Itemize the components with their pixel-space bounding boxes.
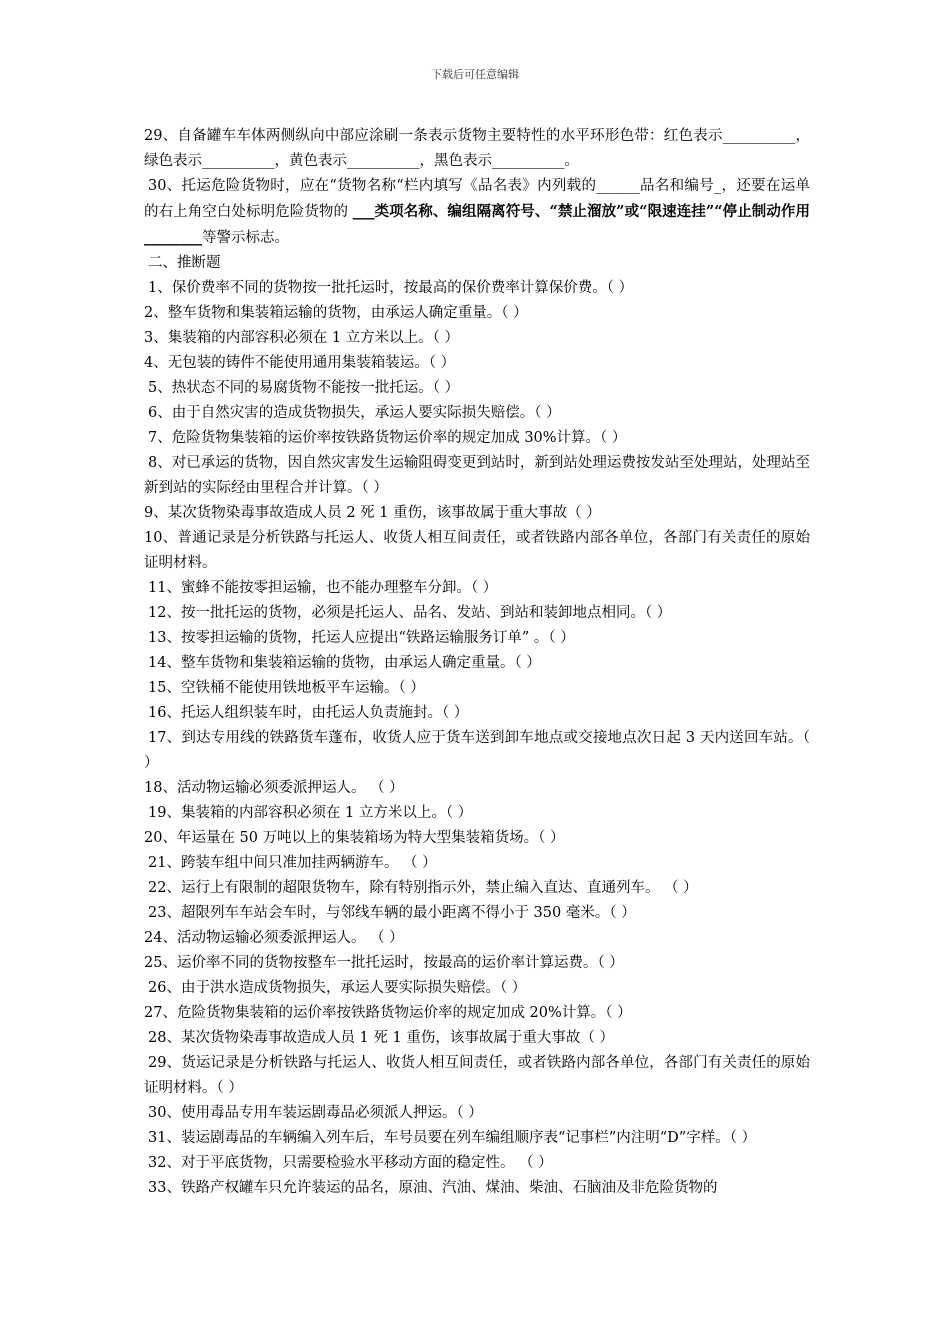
judgement-question: 3、集装箱的内部容积必须在 1 立方米以上。（ ） <box>144 330 460 346</box>
question-30-fill-blank <box>144 174 810 251</box>
question-30-text-c: 等警示标志。 <box>202 230 289 246</box>
question-30-text-bold: ___类项名称、编组隔离符号、“禁止溜放”或“限速连挂”“停止制动作用________ <box>144 203 811 246</box>
document-body <box>144 124 810 1201</box>
judgement-question: 4、无包装的铸件不能使用通用集装箱装运。（ ） <box>144 355 456 371</box>
judgement-question: 20、年运量在 50 万吨以上的集装箱场为特大型集装箱货场。（ ） <box>144 830 565 846</box>
judgement-question: 32、对于平底货物，只需要检验水平移动方面的稳定性。 （ ） <box>148 1155 553 1171</box>
judgement-question: 11、蜜蜂不能按零担运输，也不能办理整车分卸。（ ） <box>148 580 498 596</box>
judgement-question: 23、超限列车车站会车时，与邻线车辆的最小距离不得小于 350 毫米。（ ） <box>148 905 636 921</box>
judgement-question: 25、运价率不同的货物按整车一批托运时，按最高的运价率计算运费。（ ） <box>144 955 624 971</box>
judgement-question: 17、到达专用线的铁路货车蓬布，收货人应于货车送到卸车地点或交接地点次日起 3 天内送回车站。（ ） <box>144 730 810 771</box>
judgement-question: 33、铁路产权罐车只允许装运的品名，原油、汽油、煤油、柴油、石脑油及非危险货物的 <box>148 1180 718 1196</box>
judgement-question: 27、危险货物集装箱的运价率按铁路货物运价率的规定加成 20%计算。（ ） <box>144 1005 632 1021</box>
judgement-question: 29、货运记录是分析铁路与托运人、收货人相互间责任，或者铁路内部各单位，各部门有关责任的原始证明材料。（ ） <box>144 1055 810 1096</box>
section-title: 二、推断题 <box>148 255 221 271</box>
judgement-question: 7、危险货物集装箱的运价率按铁路货物运价率的规定加成 30%计算。（ ） <box>148 430 627 446</box>
judgement-question: 14、整车货物和集装箱运输的货物，由承运人确定重量。（ ） <box>148 655 541 671</box>
judgement-question: 22、运行上有限制的超限货物车，除有特别指示外，禁止编入直达、直通列车。 （ ） <box>148 880 698 896</box>
judgement-question: 16、托运人组织装车时，由托运人负责施封。（ ） <box>148 705 469 721</box>
judgement-question: 30、使用毒品专用车装运剧毒品必须派人押运。（ ） <box>148 1105 483 1121</box>
judgement-question: 18、活动物运输必须委派押运人。 （ ） <box>144 780 404 796</box>
judgement-question: 8、对已承运的货物，因自然灾害发生运输阻碍变更到站时，新到站处理运费按发站至处理站，处理站至新到站的实际经由里程合并计算。（ ） <box>144 455 810 496</box>
question-30-text-a: 30、托运危险货物时，应在“货物名称“栏内填写《品名表》内列载的______品名和编号_，还要在运单的右上角空白处标明危险货物的 <box>144 178 810 220</box>
judgement-question-list <box>144 276 810 1201</box>
judgement-question: 15、空铁桶不能使用铁地板平车运输。（ ） <box>148 680 425 696</box>
judgement-question: 10、普通记录是分析铁路与托运人、收货人相互间责任，或者铁路内部各单位，各部门有关责任的原始证明材料。 <box>144 530 810 571</box>
judgement-question: 13、按零担运输的货物，托运人应提出“铁路运输服务订单” 。（ ） <box>148 630 575 646</box>
judgement-question: 1、保价费率不同的货物按一批托运时，按最高的保价费率计算保价费。（ ） <box>148 280 634 296</box>
judgement-question: 26、由于洪水造成货物损失，承运人要实际损失赔偿。（ ） <box>148 980 527 996</box>
judgement-question: 5、热状态不同的易腐货物不能按一批托运。（ ） <box>148 380 460 396</box>
judgement-question: 31、装运剧毒品的车辆编入列车后，车号员要在列车编组顺序表“记事栏”内注明“D”字样。（ ） <box>148 1130 757 1146</box>
judgement-question: 21、跨装车组中间只准加挂两辆游车。 （ ） <box>148 855 437 871</box>
judgement-question: 12、按一批托运的货物，必须是托运人、品名、发站、到站和装卸地点相同。（ ） <box>148 605 672 621</box>
page-header-note: 下载后可任意编辑 <box>431 68 519 81</box>
question-29-fill-blank: 29、自备罐车车体两侧纵向中部应涂刷一条表示货物主要特性的水平环形色带：红色表示__________，绿色表示__________，黄色表示__________，黑色表示__________。 <box>144 128 810 169</box>
judgement-question: 19、集装箱的内部容积必须在 1 立方米以上。（ ） <box>148 805 473 821</box>
judgement-question: 9、某次货物染毒事故造成人员 2 死 1 重伤，该事故属于重大事故（ ） <box>144 505 601 521</box>
judgement-question: 24、活动物运输必须委派押运人。 （ ） <box>144 930 404 946</box>
judgement-question: 6、由于自然灾害的造成货物损失，承运人要实际损失赔偿。（ ） <box>148 405 561 421</box>
judgement-question: 2、整车货物和集装箱运输的货物，由承运人确定重量。（ ） <box>144 305 528 321</box>
judgement-question: 28、某次货物染毒事故造成人员 1 死 1 重伤，该事故属于重大事故（ ） <box>148 1030 614 1046</box>
